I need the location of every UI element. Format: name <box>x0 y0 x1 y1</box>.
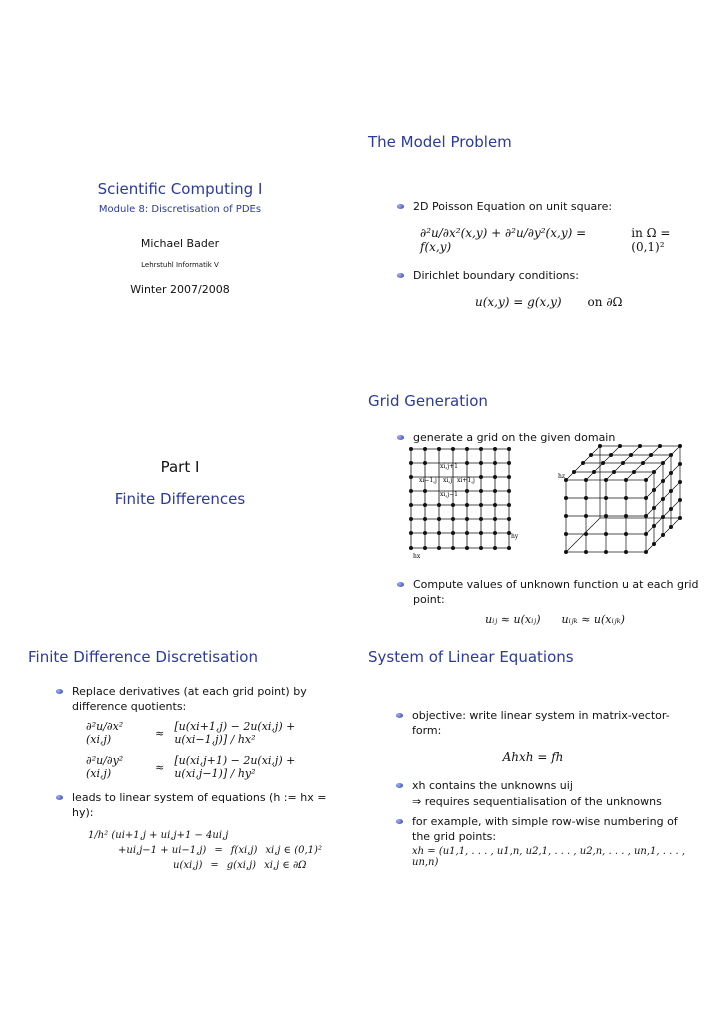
grid-3d-figure <box>558 442 698 562</box>
dxx-rhs: [u(xi+1,j) − 2u(xi,j) + u(xi−1,j)] / hx² <box>174 720 296 746</box>
bc-lhs: u(x,y) = g(x,y) <box>475 295 562 309</box>
sys-line2: +ui,j−1 + ui−1,j) <box>118 845 207 856</box>
date: Winter 2007/2008 <box>130 283 230 296</box>
label-left: xi−1,j <box>419 477 437 484</box>
bullet-example: for example, with simple row-wise numbering of the grid points: <box>394 814 697 844</box>
label-bottom: xi,j−1 <box>440 491 458 498</box>
bullet-replace: Replace derivatives (at each grid point) by difference quotients: <box>54 684 342 714</box>
label-top: xi,j+1 <box>440 463 458 470</box>
poisson-lhs: ∂²u/∂x²(x,y) + ∂²u/∂y²(x,y) = f(x,y) <box>420 226 587 254</box>
bullet-sequentialisation: ⇒ requires sequentialisation of the unknowns <box>412 795 662 808</box>
dxx-row <box>86 720 348 746</box>
sys-line3: u(xi,j) <box>173 860 203 871</box>
slide-model-problem <box>360 133 700 309</box>
slide-title: Grid Generation <box>368 392 488 410</box>
label-center: xi,j <box>443 477 453 484</box>
bc-domain: on ∂Ω <box>587 295 623 309</box>
eq-sign-1: = <box>214 845 223 856</box>
slide-linear-system <box>368 648 698 868</box>
bullet-grid: generate a grid on the given domain <box>395 430 700 445</box>
bullet-dirichlet: Dirichlet boundary conditions: <box>395 268 700 283</box>
linear-system <box>88 828 348 873</box>
slide-title: The Model Problem <box>368 133 512 151</box>
label-right: xi+1,j <box>457 477 475 484</box>
part-title: Finite Differences <box>114 490 246 508</box>
module-subtitle: Module 8: Discretisation of PDEs <box>98 204 262 215</box>
dyy-lhs: ∂²u/∂y² (xi,j) <box>86 754 124 780</box>
sys-f: f(xi,j) <box>230 845 258 856</box>
poisson-equation <box>420 226 700 254</box>
dyy-rhs: [u(xi,j+1) − 2u(xi,j) + u(xi,j−1)] / hy² <box>174 754 296 780</box>
sys-dom1: xi,j ∈ (0,1)² <box>265 845 322 856</box>
slide-fd-discretisation <box>28 648 348 873</box>
slide-title: System of Linear Equations <box>368 648 574 666</box>
sys-row1 <box>118 843 348 858</box>
poisson-domain: in Ω = (0,1)² <box>631 226 671 254</box>
bullet-unknowns: xh contains the unknowns uij <box>394 778 698 793</box>
label-hy: hy <box>511 533 519 540</box>
eq-sign-2: = <box>210 860 219 871</box>
bullet-poisson: 2D Poisson Equation on unit square: <box>395 199 700 214</box>
bullet-compute: Compute values of unknown function u at each grid point: <box>395 577 703 607</box>
fd-formulas <box>86 720 348 780</box>
dyy-row <box>86 754 348 780</box>
slide-title <box>20 180 340 296</box>
sys-line1: 1/h² (ui+1,j + ui,j+1 − 4ui,j <box>88 830 229 841</box>
matrix-equation: Ahxh = fh <box>502 750 564 764</box>
dxx-lhs: ∂²u/∂x² (xi,j) <box>86 720 124 746</box>
grid-2d-figure <box>403 444 533 564</box>
slide-part <box>20 458 340 508</box>
talk-title: Scientific Computing I <box>97 180 263 198</box>
approx-2: ≈ <box>155 760 165 774</box>
grid-value-equation: uᵢⱼ ≈ u(xᵢⱼ) uᵢⱼₖ ≈ u(xᵢⱼₖ) <box>485 613 625 626</box>
part-label: Part I <box>160 458 200 476</box>
bullet-objective: objective: write linear system in matrix-vector-form: <box>394 708 698 738</box>
numbering-equation: xh = (u1,1, . . . , u1,n, u2,1, . . . , u2,n, . . . , un,1, . . . , un,n) <box>412 846 685 868</box>
institute: Lehrstuhl Informatik V <box>141 261 219 269</box>
label-hx: hx <box>413 553 421 560</box>
bullet-leads: leads to linear system of equations (h := hx = hy): <box>54 790 348 820</box>
slide-grid-generation <box>360 392 700 626</box>
sys-g: g(xi,j) <box>226 860 257 871</box>
approx-1: ≈ <box>155 726 165 740</box>
sys-row2 <box>173 858 348 873</box>
sys-dom2: xi,j ∈ ∂Ω <box>264 860 307 871</box>
boundary-equation <box>475 295 700 309</box>
label-hz: hz <box>558 473 566 480</box>
author: Michael Bader <box>140 237 220 250</box>
slide-title: Finite Difference Discretisation <box>28 648 258 666</box>
